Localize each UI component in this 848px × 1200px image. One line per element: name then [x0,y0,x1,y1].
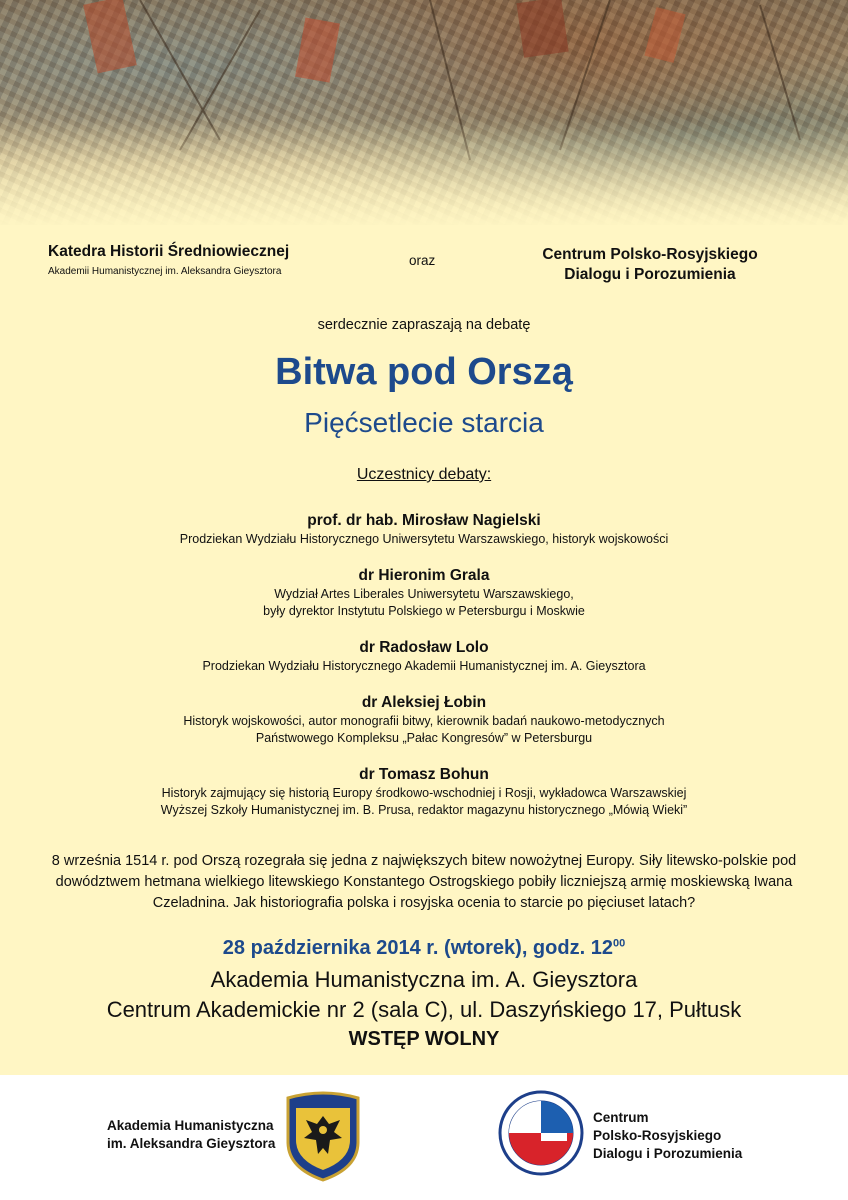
footer-right-line1: Centrum [593,1110,649,1125]
participant-desc: Historyk wojskowości, autor monografii bitwy, kierownik badań naukowo-metodycznych [183,714,665,728]
event-description: 8 września 1514 r. pod Orszą rozegrała się jedna z największych bitew nowożytnej Europy. Siły litewsko-polskie pod dowództwem hetmana wielkiego litewskiego Konstantego Ostrogskiego pobiły liczniejszą armię moskiewską Iwana Czeladnina. Jak historiografia polska i rosyjska ocenia to starcie po pięciuset latach? [51,853,797,911]
organizer-left-affiliation: Akademii Humanistycznej im. Aleksandra Gieysztora [48,266,282,277]
organizer-left-name: Katedra Historii Średniowiecznej [48,243,290,260]
participant-name: dr Aleksiej Łobin [361,694,487,711]
event-date-text: 28 października 2014 r. (wtorek), godz. 12 [222,937,613,959]
admission-text: WSTĘP WOLNY [348,1028,500,1050]
participants-heading: Uczestnicy debaty: [356,466,492,483]
participant-name: dr Tomasz Bohun [359,766,489,783]
invitation-text: serdecznie zapraszają na debatę [317,317,531,333]
centre-logo-icon [498,1090,584,1176]
participant-desc: Prodziekan Wydziału Historycznego Uniwersytetu Warszawskiego, historyk wojskowości [179,532,669,546]
event-time-minutes: 00 [612,937,626,950]
footer-left-org [107,1117,275,1153]
participant-desc: Historyk zajmujący się historią Europy środkowo-wschodniej i Rosji, wykładowca Warszawskiej [161,786,687,800]
participant-desc: były dyrektor Instytutu Polskiego w Petersburgu i Moskwie [263,604,585,618]
participant-desc: Wyższej Szkoły Humanistycznej im. B. Prusa, redaktor magazynu historycznego „Mówią Wieki” [160,803,688,817]
participant-name: dr Hieronim Grala [358,567,490,584]
page-subtitle: Pięćsetlecie starcia [304,407,544,438]
footer-right-line2: Polsko-Rosyjskiego [593,1128,722,1143]
footer-left-line1: Akademia Humanistyczna [107,1118,274,1133]
organizer-right-line2: Dialogu i Porozumienia [564,266,736,283]
conjunction-text: oraz [409,253,436,268]
organizer-right-line1: Centrum Polsko-Rosyjskiego [542,246,758,263]
venue-address: Centrum Akademickie nr 2 (sala C), ul. Daszyńskiego 17, Pułtusk [106,997,742,1022]
footer-left-line2: im. Aleksandra Gieysztora [107,1136,276,1151]
footer-right-line3: Dialogu i Porozumienia [593,1146,743,1161]
participant-desc: Wydział Artes Liberales Uniwersytetu Warszawskiego, [274,587,574,601]
participant-desc: Prodziekan Wydziału Historycznego Akademii Humanistycznej im. A. Gieysztora [202,659,646,673]
participant-name: prof. dr hab. Mirosław Nagielski [307,512,541,529]
university-crest-icon [282,1090,364,1182]
event-date [0,937,848,960]
participant-name: dr Radosław Lolo [359,639,489,656]
footer-right-org [593,1109,742,1163]
organizer-right-name [530,245,770,285]
venue-name: Akademia Humanistyczna im. A. Gieysztora [210,967,638,992]
participant-desc: Państwowego Kompleksu „Pałac Kongresów” w Petersburgu [255,731,593,745]
page-title: Bitwa pod Orszą [275,351,573,393]
banner-fade [0,120,848,230]
